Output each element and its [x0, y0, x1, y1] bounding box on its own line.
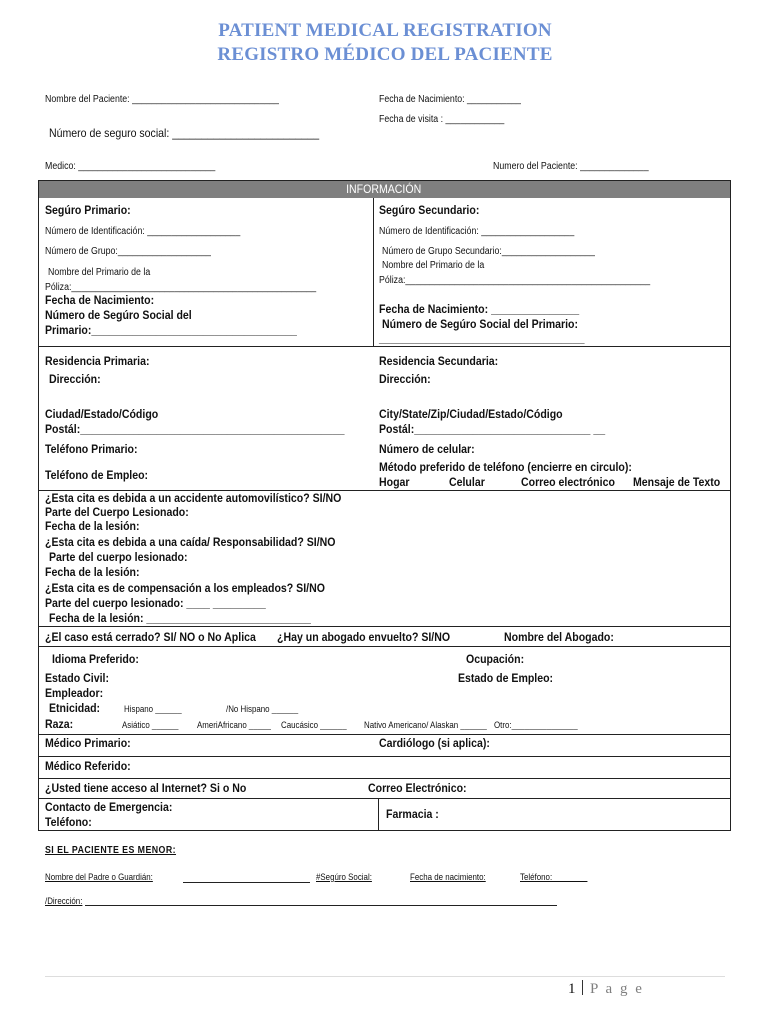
internet-access-question[interactable]: ¿Usted tiene acceso al Internet? Si o No [45, 781, 247, 795]
guardian-dob-field[interactable]: Fecha de nacimiento: [410, 872, 486, 882]
case-closed-question[interactable]: ¿El caso está cerrado? SI/ NO o No Aplica [45, 630, 256, 644]
footer-rule [45, 976, 725, 977]
race-asian-option[interactable]: Asiático ______ [122, 720, 179, 730]
secondary-residence-label: Residencia Secundaria: [379, 354, 499, 368]
secondary-dob-field[interactable]: Fecha de Nacimiento: _______________ [379, 302, 580, 316]
birth-date-field[interactable]: Fecha de Nacimiento: ___________ [379, 94, 521, 105]
visit-date-field[interactable]: Fecha de visita : ____________ [379, 114, 505, 125]
form-bottom-border [38, 830, 731, 831]
emergency-phone-field[interactable]: Teléfono: [45, 815, 92, 829]
secondary-ss-field[interactable]: ___________________________________ [379, 331, 585, 345]
race-african-american-option[interactable]: AmeriAfricano _____ [197, 720, 271, 730]
primary-phone-field[interactable]: Teléfono Primario: [45, 442, 138, 456]
guardian-address-label: /Dirección: [45, 896, 83, 906]
secondary-address-field[interactable]: Dirección: [379, 372, 431, 386]
race-caucasian-option[interactable]: Caucásico ______ [281, 720, 347, 730]
option-email[interactable]: Correo electrónico [521, 475, 615, 489]
pharmacy-field[interactable]: Farmacia : [386, 807, 439, 821]
auto-accident-question[interactable]: ¿Esta cita es debida a un accidente automovilístico? SI/NO [45, 491, 342, 505]
occupation-field[interactable]: Ocupación: [466, 652, 525, 666]
primary-id-field[interactable]: Número de Identificación: ___________________ [45, 226, 241, 237]
preferred-language-field[interactable]: Idioma Preferido: [52, 652, 139, 666]
form-title-english: PATIENT MEDICAL REGISTRATION [218, 20, 552, 41]
race-other-option[interactable]: Otro:_______________ [494, 720, 578, 730]
guardian-address-input-line[interactable] [85, 905, 557, 906]
primary-group-field[interactable]: Número de Grupo:___________________ [45, 246, 211, 257]
fall-injury-date-field[interactable]: Fecha de la lesión: [45, 565, 140, 579]
attorney-name-field[interactable]: Nombre del Abogado: [504, 630, 614, 644]
secondary-group-field[interactable]: Número de Grupo Secundario:___________________ [382, 246, 595, 257]
primary-ss-label: Número de Segúro Social del [45, 308, 192, 322]
employment-status-field[interactable]: Estado de Empleo: [458, 671, 554, 685]
secondary-policyholder-label: Nombre del Primario de la [382, 260, 485, 271]
page-footer [568, 980, 644, 998]
primary-policyholder-label: Nombre del Primario de la [48, 267, 151, 278]
attorney-question[interactable]: ¿Hay un abogado envuelto? SI/NO [277, 630, 451, 644]
doctor-field[interactable]: Medico: ____________________________ [45, 161, 216, 172]
option-text[interactable]: Mensaje de Texto [633, 475, 721, 489]
option-cell[interactable]: Celular [449, 475, 485, 489]
secondary-ss-label: Número de Segúro Social del Primario: [382, 317, 579, 331]
insurance-divider [373, 198, 374, 346]
primary-insurance-label: Segúro Primario: [45, 203, 131, 217]
ethnicity-label: Etnicidad: [49, 701, 101, 715]
row-divider [38, 646, 731, 647]
fall-question[interactable]: ¿Esta cita es debida a una caída/ Responsabilidad? SI/NO [45, 535, 336, 549]
footer-separator [582, 980, 583, 995]
patient-number-field[interactable]: Numero del Paciente: ______________ [493, 161, 649, 172]
row-divider [38, 756, 731, 757]
comp-injury-date-field[interactable]: Fecha de la lesión: ____________________________ [49, 611, 311, 625]
primary-residence-label: Residencia Primaria: [45, 354, 150, 368]
secondary-city-label: City/State/Zip/Ciudad/Estado/Código [379, 407, 563, 421]
primary-policyholder-field[interactable]: Póliza:__________________________________________________ [45, 282, 317, 293]
referring-doctor-field[interactable]: Médico Referido: [45, 759, 131, 773]
page-number: 1 [568, 981, 576, 997]
information-section-header: INFORMACIÓN [38, 181, 730, 198]
guardian-name-input-line[interactable] [183, 882, 310, 883]
cell-phone-field[interactable]: Número de celular: [379, 442, 475, 456]
preferred-phone-label: Método preferido de teléfono (encierre en circulo): [379, 460, 632, 474]
race-label: Raza: [45, 717, 74, 731]
workers-comp-question[interactable]: ¿Esta cita es de compensación a los empleados? SI/NO [45, 581, 325, 595]
secondary-zip-field[interactable]: Postál:______________________________ __ [379, 422, 606, 436]
email-field[interactable]: Correo Electrónico: [368, 781, 467, 795]
comp-body-part-field[interactable]: Parte del cuerpo lesionado: ____ _________ [45, 596, 266, 610]
primary-ss-field[interactable]: Primario:___________________________________ [45, 323, 297, 337]
patient-name-field[interactable]: Nombre del Paciente: ______________________________ [45, 94, 279, 105]
guardian-ss-field[interactable]: #Segúro Social: [316, 872, 372, 882]
row-divider [38, 798, 731, 799]
primary-address-field[interactable]: Dirección: [49, 372, 101, 386]
primary-zip-field[interactable]: Postál:_____________________________________________ [45, 422, 345, 436]
primary-city-label: Ciudad/Estado/Código [45, 407, 159, 421]
row-divider [38, 778, 731, 779]
page-label: P a g e [590, 981, 644, 997]
employer-field[interactable]: Empleador: [45, 686, 104, 700]
minor-section-header: SI EL PACIENTE ES MENOR: [45, 845, 177, 856]
row-divider [38, 346, 731, 347]
marital-status-field[interactable]: Estado Civil: [45, 671, 109, 685]
fall-body-part-field[interactable]: Parte del cuerpo lesionado: [49, 550, 188, 564]
social-security-field[interactable]: Número de seguro social: _________________________ [49, 126, 320, 140]
row-divider [38, 734, 731, 735]
work-phone-field[interactable]: Teléfono de Empleo: [45, 468, 149, 482]
secondary-id-field[interactable]: Número de Identificación: ___________________ [379, 226, 575, 237]
auto-injury-date-field[interactable]: Fecha de la lesión: [45, 519, 140, 533]
emergency-contact-field[interactable]: Contacto de Emergencia: [45, 800, 173, 814]
guardian-name-label: Nombre del Padre o Guardián: [45, 872, 153, 882]
primary-dob-field[interactable]: Fecha de Nacimiento: [45, 293, 155, 307]
auto-body-part-field[interactable]: Parte del Cuerpo Lesionado: [45, 505, 189, 519]
row-divider [38, 626, 731, 627]
hispanic-option[interactable]: Hispano ______ [124, 704, 182, 714]
form-title-spanish: REGISTRO MÉDICO DEL PACIENTE [217, 44, 553, 65]
non-hispanic-option[interactable]: /No Hispano ______ [226, 704, 299, 714]
secondary-insurance-label: Segúro Secundario: [379, 203, 480, 217]
option-home[interactable]: Hogar [379, 475, 410, 489]
race-native-american-option[interactable]: Nativo Americano/ Alaskan ______ [364, 720, 487, 730]
pharmacy-divider [378, 798, 379, 830]
secondary-policyholder-field[interactable]: Póliza:__________________________________________________ [379, 275, 651, 286]
cardiologist-field[interactable]: Cardiólogo (si aplica): [379, 736, 490, 750]
primary-doctor-field[interactable]: Médico Primario: [45, 736, 131, 750]
guardian-phone-field[interactable]: Teléfono:________ [520, 872, 588, 882]
